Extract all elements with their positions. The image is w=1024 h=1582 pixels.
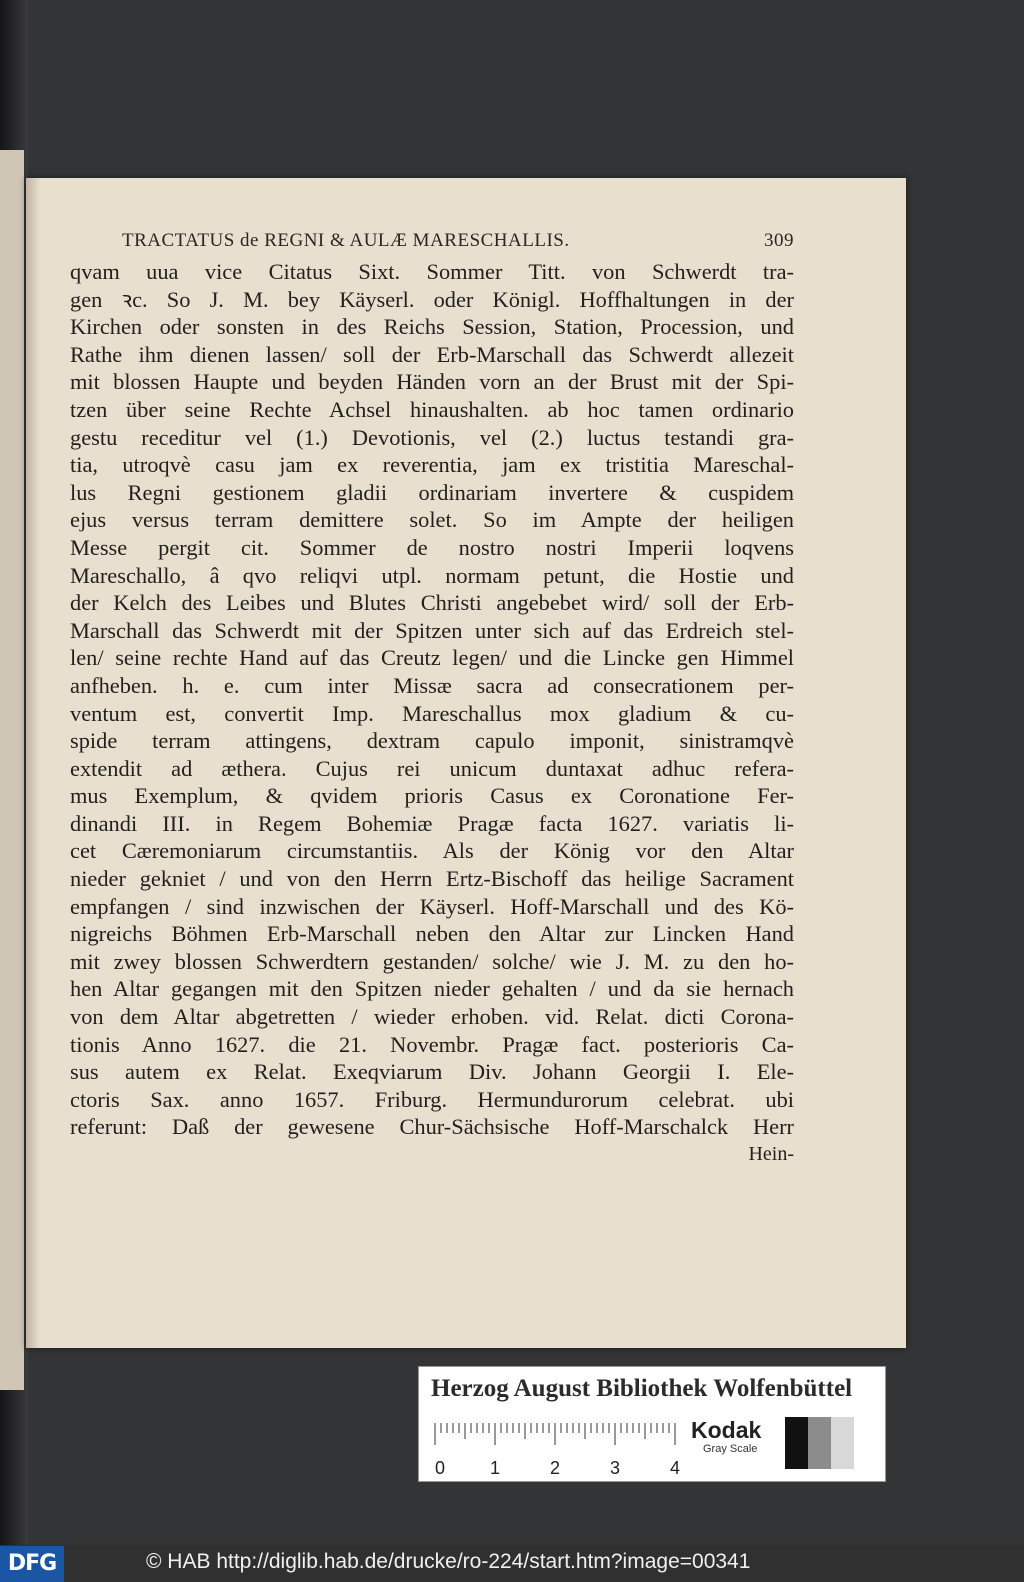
text-line: Kirchen oder sonsten in des Reichs Session, Station, Procession, und xyxy=(70,314,794,340)
gray-scale-label: Gray Scale xyxy=(703,1443,758,1455)
text-line: extendit ad æthera. Cujus rei unicum duntaxat adhuc referа- xyxy=(70,755,794,781)
book-page xyxy=(26,178,906,1348)
body-text xyxy=(70,258,794,1169)
text-line: gestu receditur vel (1.) Devotionis, vel (2.) luctus testandi gra- xyxy=(70,424,794,450)
text-line: tzen über seine Rechte Achsel hinaushalten. ab hoc tamen ordinario xyxy=(70,396,794,422)
page-number: 309 xyxy=(764,230,794,251)
ruler-number: 0 xyxy=(435,1458,446,1477)
color-target xyxy=(418,1366,886,1482)
catchword: Hein- xyxy=(748,1143,794,1165)
text-line: nieder gekniet / und von den Herrn Ertz-Bischoff das heilige Sacrament xyxy=(70,866,794,892)
text-line: dinandi III. in Regem Bohemiæ Pragæ facta 1627. variatis li- xyxy=(70,810,794,836)
text-line: Mareschallo, â qvo reliqvi utpl. normam petunt, die Hostie und xyxy=(70,562,794,588)
text-line: hen Altar gegangen mit den Spitzen nieder gehalten / und da sie hernach xyxy=(70,976,794,1002)
text-line: Messe pergit cit. Sommer de nostro nostri Imperii loqvens xyxy=(70,534,794,560)
text-line: spide terram attingens, dextram capulo imponit, sinistramqvè xyxy=(70,728,794,754)
text-line: der Kelch des Leibes und Blutes Christi angebebet wird/ soll der Erb- xyxy=(70,590,794,616)
text-line: nigreichs Böhmen Erb-Marschall neben den Altar zur Lincken Hand xyxy=(70,921,794,947)
text-line: Marschall das Schwerdt mit der Spitzen unter sich auf das Erdreich stel- xyxy=(70,617,794,643)
text-line: anfheben. h. e. cum inter Missæ sacra ad consecrationem per- xyxy=(70,672,794,698)
gray-step xyxy=(785,1417,808,1469)
text-line: gen ꝛc. So J. M. bey Käyserl. oder Königl. Hoffhaltungen in der xyxy=(70,286,794,312)
text-line: Rathe ihm dienen lassen/ soll der Erb-Marschall das Schwerdt allezeit xyxy=(70,341,794,367)
text-line: cet Cæremoniarum circumstantiis. Als der König vor den Altar xyxy=(70,838,794,864)
ruler-number: 1 xyxy=(489,1458,501,1477)
text-line: sus autem ex Relat. Exeqviarum Div. Johann Georgii I. Ele- xyxy=(70,1059,794,1085)
text-line: empfangen / sind inzwischen der Käyserl. Hoff-Marschall und des Kö- xyxy=(70,893,794,919)
text-line: tionis Anno 1627. die 21. Novembr. Pragæ fact. posterioris Ca- xyxy=(70,1031,794,1057)
dfg-logo: DFG xyxy=(0,1546,64,1582)
text-line: tia, utroqvè casu jam ex reverentia, jam ex tristitia Mareschal- xyxy=(70,452,794,478)
gray-step xyxy=(854,1417,877,1469)
gray-step xyxy=(808,1417,831,1469)
text-line: mit zwey blossen Schwerdtern gestanden/ solche/ wie J. M. zu den ho- xyxy=(70,948,794,974)
library-name: Herzog August Bibliothek Wolfenbüttel xyxy=(431,1375,853,1402)
gray-step xyxy=(831,1417,854,1469)
text-line: ejus versus terram demittere solet. So im Ampte der heiligen xyxy=(70,507,794,533)
ruler-number: 2 xyxy=(549,1458,561,1477)
text-line: ctoris Sax. anno 1657. Friburg. Hermundurorum celebrat. ubi xyxy=(70,1086,794,1112)
gray-scale-steps xyxy=(785,1417,877,1469)
text-line: referunt: Daß der gewesene Chur-Sächsische Hoff-Marschalck Herr xyxy=(70,1114,794,1140)
text-line: qvam uua vice Citatus Sixt. Sommer Titt. von Schwerdt tra- xyxy=(70,259,794,284)
text-line: von dem Altar abgetretten / wieder erhoben. vid. Relat. dicti Corona- xyxy=(70,1004,794,1030)
previous-page-edge xyxy=(0,150,24,1390)
copyright-link[interactable]: © HAB http://diglib.hab.de/drucke/ro-224/start.htm?image=00341 xyxy=(146,1550,751,1573)
ruler-number: 3 xyxy=(609,1458,621,1477)
text-line: lus Regni gestionem gladii ordinariam invertere & cuspidem xyxy=(70,479,794,505)
text-line: mit blossen Haupte und beyden Händen vorn an der Brust mit der Spi- xyxy=(70,369,794,395)
kodak-label: Kodak xyxy=(691,1417,762,1443)
text-line: mus Exemplum, & qvidem prioris Casus ex Coronatione Fer- xyxy=(70,783,794,809)
ruler-scale xyxy=(433,1419,683,1477)
text-line: len/ seine rechte Hand auf das Creutz legen/ und die Lincke gen Himmel xyxy=(70,645,794,671)
ruler-number: 4 xyxy=(669,1458,681,1477)
text-line: ventum est, convertit Imp. Mareschallus mox gladium & cu- xyxy=(70,700,794,726)
running-title: TRACTATUS de REGNI & AULÆ MARESCHALLIS. xyxy=(122,230,570,251)
